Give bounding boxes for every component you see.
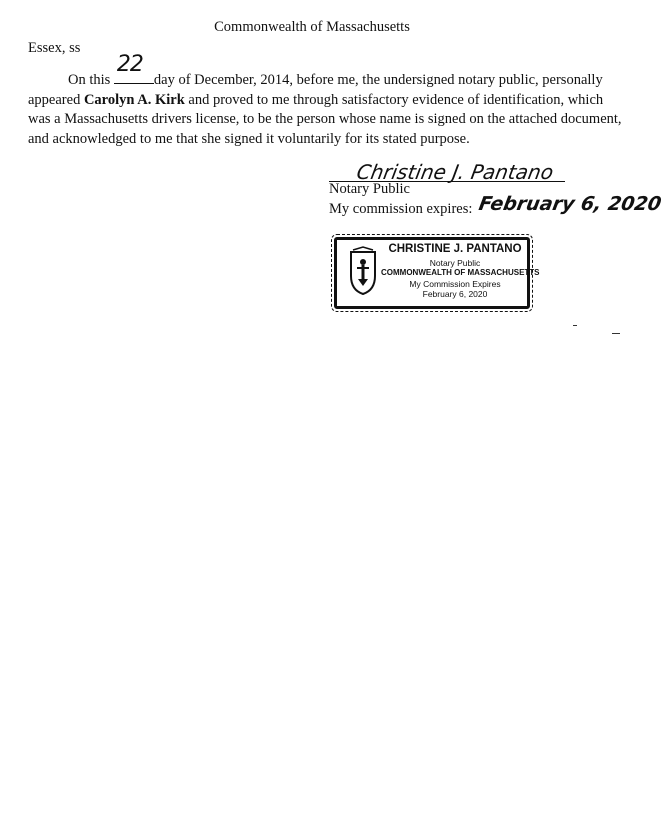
ack-line-1-rest: day of December, 2014, before me, the undersigned notary public, personally bbox=[153, 72, 603, 88]
stamp-line-commission-expires: My Commission Expires bbox=[409, 279, 501, 289]
day-blank bbox=[114, 52, 154, 84]
appeared-text: appeared bbox=[28, 91, 81, 108]
notary-title: Notary Public bbox=[329, 181, 410, 197]
stamp-notary-name: CHRISTINE J. PANTANO bbox=[388, 243, 522, 255]
massachusetts-seal-icon bbox=[343, 246, 383, 298]
stamp-line-notary-public: Notary Public bbox=[429, 258, 481, 268]
notary-stamp bbox=[334, 237, 540, 309]
venue-line: Essex, ss bbox=[28, 40, 81, 56]
stamp-line-commonwealth: COMMONWEALTH OF MASSACHUSETTS bbox=[381, 268, 540, 277]
document-heading: Commonwealth of Massachusetts bbox=[214, 19, 410, 35]
ack-line-4: and acknowledged to me that she signed it voluntarily for its stated purpose. bbox=[28, 130, 470, 147]
ack-line-3: was a Massachusetts drivers license, to be the person whose name is signed on the attached document, bbox=[28, 111, 622, 127]
signer-name: Carolyn A. Kirk bbox=[83, 91, 185, 108]
commission-label: My commission expires: bbox=[329, 201, 473, 217]
ack-line-1 bbox=[28, 52, 608, 91]
notary-signature: Christine J. Pantano bbox=[354, 160, 556, 184]
handwritten-expiry-date: February 6, 2020 bbox=[477, 193, 663, 215]
scan-speck bbox=[612, 333, 620, 334]
stamp-line-expiry-date: February 6, 2020 bbox=[422, 289, 488, 299]
handwritten-day: 22 bbox=[116, 52, 143, 77]
scan-speck bbox=[573, 325, 577, 326]
acknowledgment-paragraph bbox=[28, 52, 622, 149]
on-this-text: On this bbox=[68, 72, 111, 88]
ack-line-2 bbox=[28, 91, 608, 111]
ack-line-2-rest: and proved to me through satisfactory evidence of identification, which bbox=[188, 91, 604, 108]
